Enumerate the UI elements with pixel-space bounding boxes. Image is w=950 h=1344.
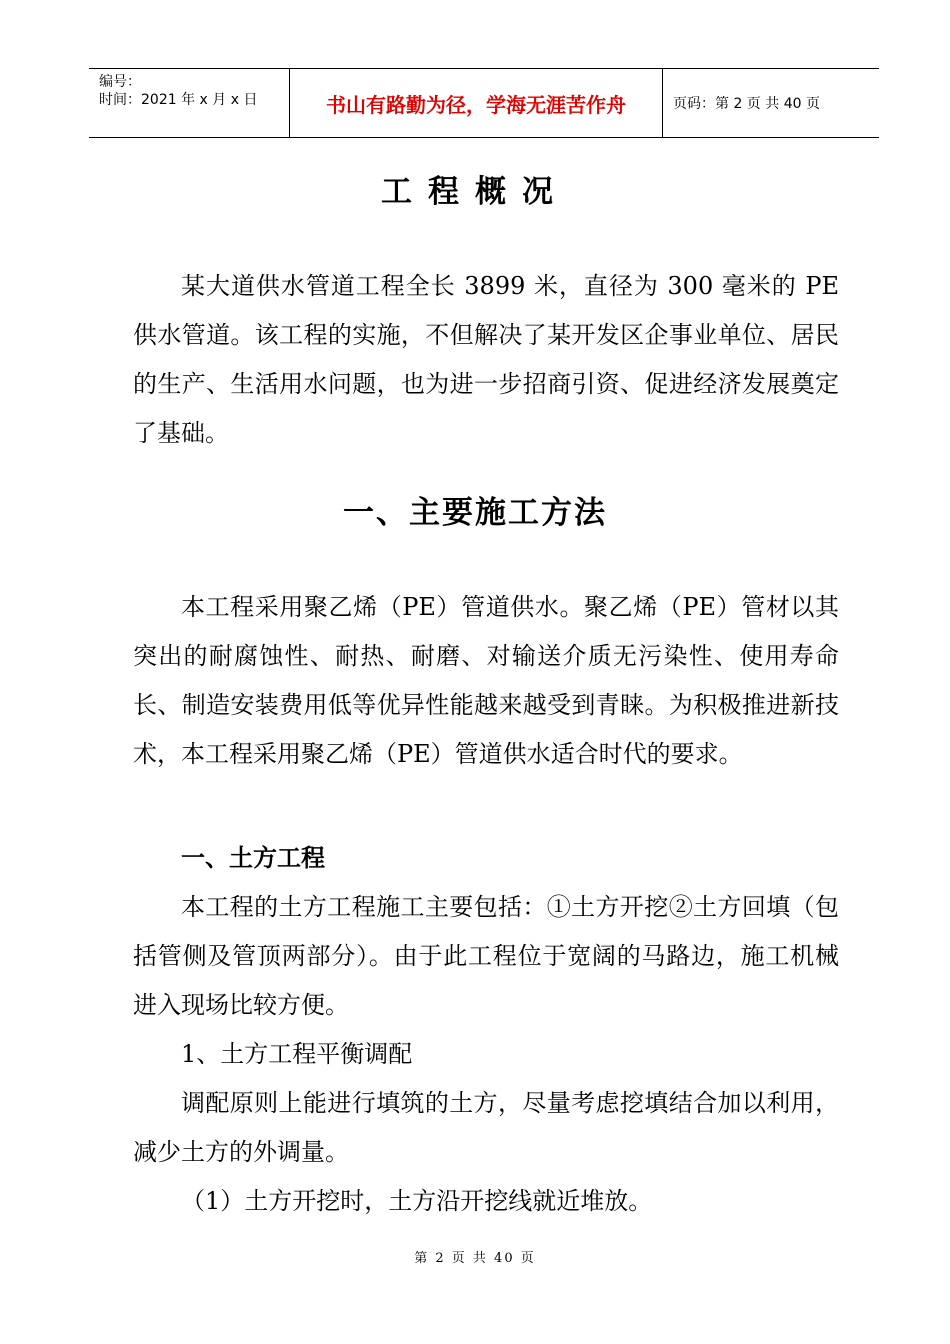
document-title: 工程概况 bbox=[381, 174, 569, 210]
header-motto: 书山有路勤为径，学海无涯苦作舟 bbox=[290, 69, 663, 137]
balance-paragraph: 调配原则上能进行填筑的土方，尽量考虑挖填结合加以利用，减少土方的外调量。 bbox=[133, 1089, 839, 1166]
document-header bbox=[89, 68, 879, 138]
section-title: 一、主要施工方法 bbox=[343, 495, 607, 531]
header-meta-cell bbox=[89, 69, 290, 137]
subsection-heading-earthwork: 一、土方工程 bbox=[181, 844, 325, 872]
intro-paragraph: 某大道供水管道工程全长 3899 米，直径为 300 毫米的 PE 供水管道。该工程的实施，不但解决了某开发区企事业单位、居民的生产、生活用水问题，也为进一步招商引资、促进经济发展奠定了基础。 bbox=[133, 272, 839, 447]
number-label: 编号： bbox=[99, 74, 141, 90]
section-paragraph: 本工程采用聚乙烯（PE）管道供水。聚乙烯（PE）管材以其突出的耐腐蚀性、耐热、耐磨、对输送介质无污染性、使用寿命长、制造安装费用低等优异性能越来越受到青睐。为积极推进新技术，本工程采用聚乙烯（PE）管道供水适合时代的要求。 bbox=[133, 593, 839, 768]
earthwork-paragraph: 本工程的土方工程施工主要包括：①土方开挖②土方回填（包括管侧及管顶两部分）。由于此工程位于宽阔的马路边，施工机械进入现场比较方便。 bbox=[133, 893, 839, 1019]
header-page-cell bbox=[663, 69, 879, 137]
time-label: 时间：2021 年 x 月 x 日 bbox=[99, 92, 258, 108]
page-footer: 第 2 页 共 40 页 bbox=[414, 1251, 536, 1266]
subsection-heading-balance: 1、土方工程平衡调配 bbox=[181, 1040, 413, 1068]
list-item-1: （1）土方开挖时，土方沿开挖线就近堆放。 bbox=[181, 1187, 653, 1215]
header-page-label: 页码：第 2 页 共 40 页 bbox=[673, 96, 820, 112]
